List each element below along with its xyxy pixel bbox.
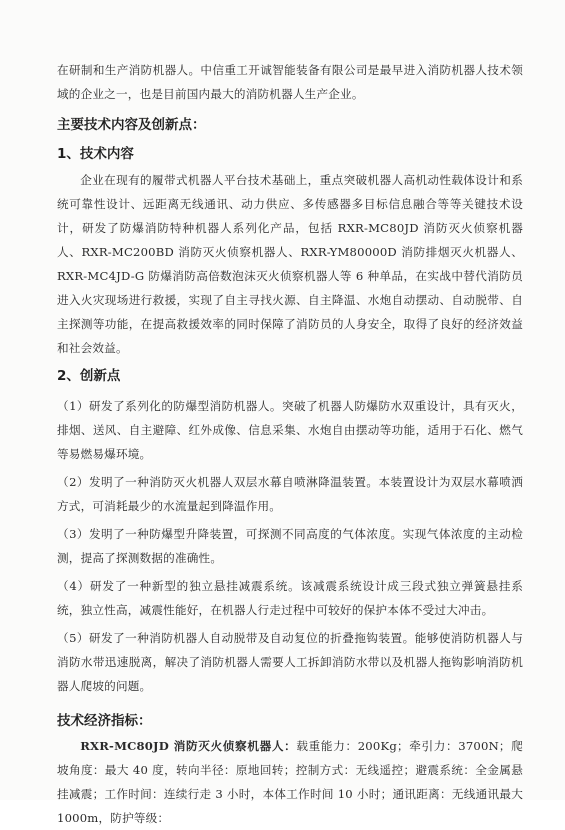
innovation-item-4: （4）研发了一种新型的独立悬挂减震系统。该减震系统设计成三段式独立弹簧悬挂系统，独立性高，减震性能好，在机器人行走过程中可较好的保护本体不受过大冲击。 [57,579,523,617]
indicators-paragraph [57,734,523,830]
spec-details: 载重能力：200Kg；牵引力：3700N；爬坡角度：最大 40 度，转向半径：原地回转；控制方式：无线遥控；避震系统：全金属悬挂减震；工作时间：连续行走 3 小时，本体工作时间 10 小时；通讯距离：无线通讯最大 1000m，防护等级： [57,739,523,825]
innovation-item-3: （3）发明了一种防爆型升降装置，可探测不同高度的气体浓度。实现气体浓度的主动检测，提高了探测数据的准确性。 [57,527,523,565]
innovation-heading: 2、创新点 [57,368,121,384]
innovation-item-2: （2）发明了一种消防灭火机器人双层水幕自喷淋降温装置。本装置设计为双层水幕喷洒方式，可消耗最少的水流量起到降温作用。 [57,475,523,513]
innovation-item-5: （5）研发了一种消防机器人自动脱带及自动复位的折叠拖钩装置。能够使消防机器人与消防水带迅速脱离，解决了消防机器人需要人工拆卸消防水带以及机器人拖钩影响消防机器人爬坡的问题。 [57,631,523,693]
indicators-heading: 技术经济指标： [57,713,152,729]
spec-product-name: RXR-MC80JD 消防灭火侦察机器人： [80,739,297,753]
document-body [57,58,523,830]
innovation-item-1: （1）研发了系列化的防爆型消防机器人。突破了机器人防爆防水双重设计，具有灭火，排烟、送风、自主避障、红外成像、信息采集、水炮自由摆动等功能，适用于石化、燃气等易燃易爆环境。 [57,399,523,461]
intro-paragraph: 在研制和生产消防机器人。中信重工开诚智能装备有限公司是最早进入消防机器人技术领域的企业之一，也是目前国内最大的消防机器人生产企业。 [57,63,523,101]
tech-content-heading: 1、技术内容 [57,146,134,162]
main-heading: 主要技术内容及创新点： [57,117,206,133]
tech-content-paragraph: 企业在现有的履带式机器人平台技术基础上，重点突破机器人高机动性载体设计和系统可靠性设计、远距离无线通讯、动力供应、多传感器多目标信息融合等等关键技术设计，研发了防爆消防特种机器人系列化产品，包括 RXR-MC80JD 消防灭火侦察机器人、RXR-MC200BD 消防灭火侦察机器人、RXR-YM80000D 消防排烟灭火机器人、RXR-MC4JD-G 防爆消防高倍数泡沫灭火侦察机器人等 6 种单品，在实战中替代消防员进入火灾现场进行救援，实现了自主寻找火源、自主降温、水炮自动摆动、自动脱带、自主探测等功能，在提高救援效率的同时保障了消防员的人身安全，取得了良好的经济效益和社会效益。 [57,173,523,355]
